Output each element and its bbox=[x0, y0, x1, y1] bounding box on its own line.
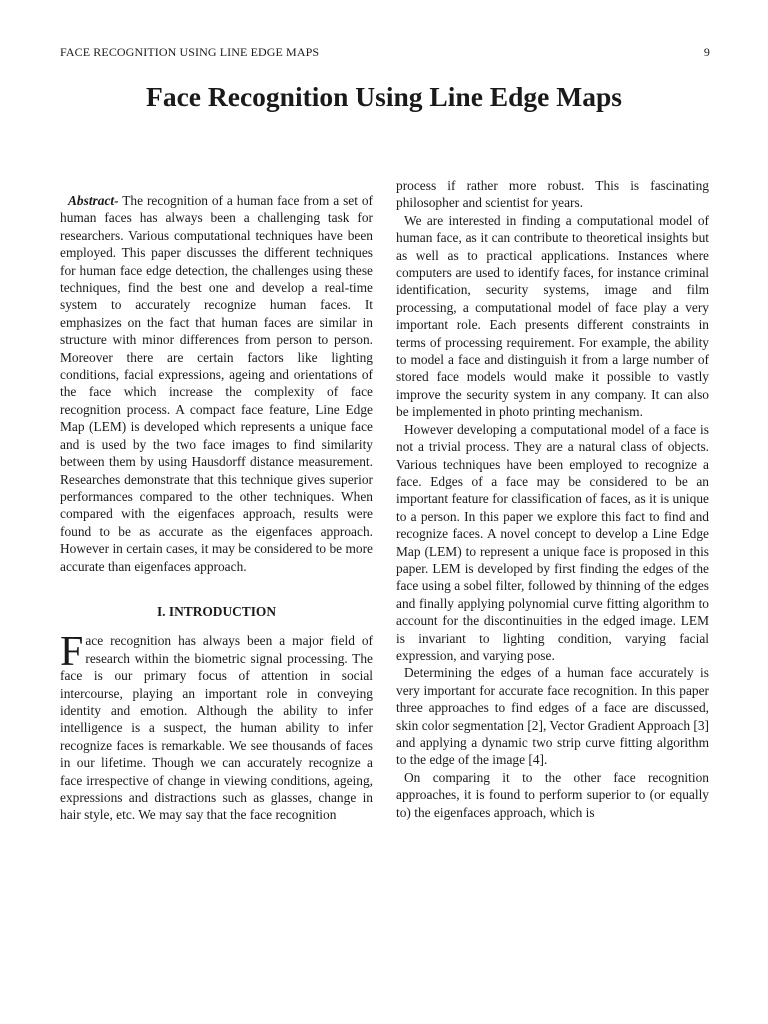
drop-cap: F bbox=[60, 629, 84, 676]
left-column bbox=[60, 192, 373, 824]
intro-paragraph-1-continued: process if rather more robust. This is fascinating philosopher and scientist for years. bbox=[396, 178, 709, 211]
intro-paragraph-2: We are interested in finding a computational model of human face, as it can contribute to theoretical insights but as well as to practical applications. Instances where computers are used to identify faces, for instance criminal identification, security systems, image and film processing, a computational model of face play a very important role. Each presents different constraints in terms of processing requirement. For example, the ability to model a face and distinguish it from a large number of stored face models would make it possible to vastly improve the security system in any company. It can also be implemented in photo printing mechanism. bbox=[396, 212, 709, 420]
abstract-label: Abstract- bbox=[68, 193, 119, 208]
intro-paragraph-4: Determining the edges of a human face accurately is very important for accurate face recognition. In this paper three approaches to find edges of a face are discussed, skin color segmentation [2], Vector Gradient Approach [3] and applying a dynamic two strip curve fitting algorithm to the edge of the image [4]. bbox=[396, 665, 709, 768]
running-header bbox=[60, 45, 710, 60]
intro-paragraph-3: However developing a computational model of a face is not a trivial process. They are a natural class of objects. Various techniques have been employed to recognize a face. Edges of a face may be considered to be an important feature for classification of faces, as it is unique to a person. In this paper we explore this fact to find and recognize faces. A novel concept to develop a Line Edge Map (LEM) to represent a unique face is proposed in this paper. LEM is developed by first finding the edges of the face using a sobel filter, followed by thinning of the edges and finally applying polynomial curve fitting algorithm to account for the discontinuities in the edged image. LEM is invariant to lighting condition, varying facial expression, and varying pose. bbox=[396, 421, 709, 663]
abstract-text: The recognition of a human face from a set of human faces has always been a challenging task for researchers. Various computational techniques have been employed. This paper discusses the different techniques for human face edge detection, the challenges using these techniques, find the best one and develop a real-time system to accurately recognize human faces. It emphasizes on the fact that human faces are similar in structure with minor differences from person to person. Moreover there are certain factors like lighting conditions, facial expressions, ageing and orientations of the face which increase the complexity of face recognition process. A compact face feature, Line Edge Map (LEM) is developed which represents a unique face and is used by the two face images to find similarity between them by using Hausdorff distance measurement. Researches demonstrate that this technique gives superior performances compared to the other techniques. When compared with the eigenfaces approach, results were found to be as accurate as the eigenfaces approach. However in certain cases, it may be considered to be more accurate than eigenfaces approach. bbox=[60, 193, 373, 574]
page-number: 9 bbox=[703, 45, 710, 59]
abstract-paragraph bbox=[60, 192, 373, 575]
section-heading-introduction: I. INTRODUCTION bbox=[156, 603, 277, 619]
intro-paragraph-1 bbox=[60, 629, 373, 823]
paper-title: Face Recognition Using Line Edge Maps bbox=[146, 81, 622, 112]
intro-paragraph-1-text: ace recognition has always been a major field of research within the biometric signal processing. The face is our primary focus of attention in social intercourse, playing an important role in conveying identity and emotion. Although the ability to infer intelligence is a suspect, the human ability to infer recognize faces is remarkable. We see thousands of faces in our lifetime. Though we can accurately recognize a face irrespective of change in viewing conditions, ageing, expressions and distractions such as glasses, change in hair style, etc. We may say that the face recognition bbox=[60, 633, 373, 823]
running-title: FACE RECOGNITION USING LINE EDGE MAPS bbox=[60, 45, 320, 59]
right-column bbox=[396, 177, 709, 821]
intro-paragraph-5: On comparing it to the other face recognition approaches, it is found to perform superior to (or equally to) the eigenfaces approach, which is bbox=[396, 769, 709, 820]
